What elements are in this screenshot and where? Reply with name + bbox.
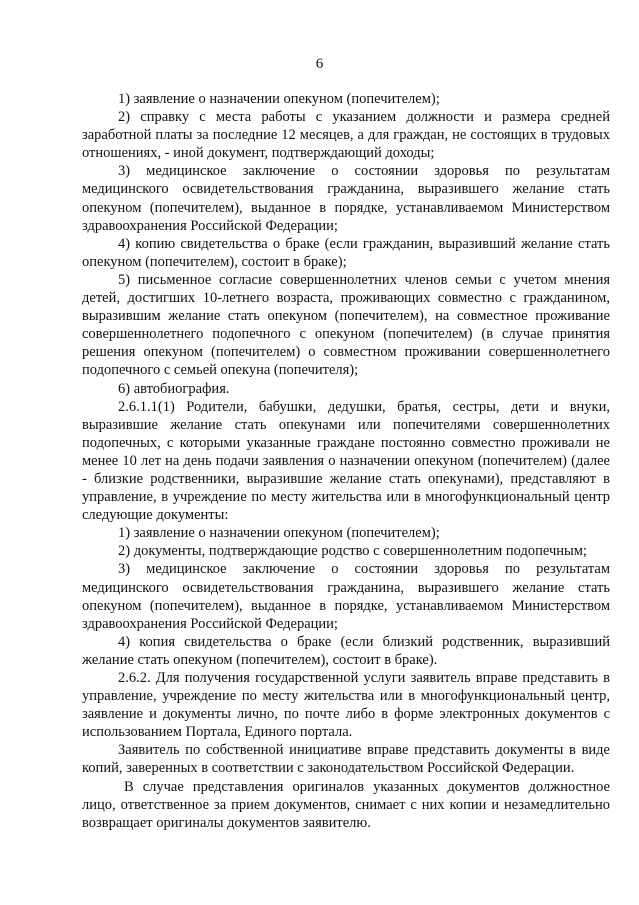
paragraph-item-4: 4) копию свидетельства о браке (если гражданин, выразивший желание стать опекуном (попечителем), состоит в браке); [82,235,610,270]
document-body [82,90,610,832]
paragraph-item-6: 6) автобиография. [118,380,230,397]
paragraph-item-2: 2) справку с места работы с указанием должности и размера средней заработной платы за последние 12 месяцев, а для граждан, не состоящих в трудовых отношениях, - иной документ, подтверждающий доходы; [82,109,610,162]
paragraph-section-2-6-1-1: 2.6.1.1(1) Родители, бабушки, дедушки, братья, сестры, дети и внуки, выразившие желание стать опекунами или попечителями совершеннолетних подопечных, с которыми указанные граждане постоянно совместно проживали не менее 10 лет на день подачи заявления о назначении опекуном (попечителем) (далее - близкие родственники, выразившие желание стать опекунами), представляют в управление, в учреждение по месту жительства или в многофункциональный центр следующие документы: [82,398,610,524]
page-number: 6 [315,56,324,72]
paragraph-initiative: Заявитель по собственной инициативе вправе представить документы в виде копий, заверенных в соответствии с законодательством Российской Федерации. [82,742,610,777]
paragraph-section-2-6-2: 2.6.2. Для получения государственной услуги заявитель вправе представить в управление, учреждение по месту жительства или в многофункциональный центр, заявление и документы лично, по почте либо в форме электронных документов с использованием Портала, Единого портала. [82,670,610,741]
paragraph-item-1: 1) заявление о назначении опекуном (попечителем); [118,91,440,107]
paragraph-subitem-3: 3) медицинское заключение о состоянии здоровья по результатам медицинского освидетельствования гражданина, выразившего желание стать опекуном (попечителем), выданное в порядке, устанавливаемом Министерством здравоохранения Российской Федерации; [82,561,610,632]
paragraph-subitem-4: 4) копия свидетельства о браке (если близкий родственник, выразивший желание стать опекуном (попечителем), состоит в браке). [82,633,610,668]
paragraph-subitem-2: 2) документы, подтверждающие родство с совершеннолетним подопечным; [118,543,587,560]
paragraph-item-5: 5) письменное согласие совершеннолетних членов семьи с учетом мнения детей, достигших 10-летнего возраста, проживающих совместно с гражданином, выразившим желание стать опекуном (попечителем), на совместное проживание совершеннолетнего подопечного с опекуном (попечителем) (в случае принятия решения опекуном (попечителем) о совместном проживании совершеннолетнего подопечного с семьей опекуна (попечителя); [82,271,610,379]
paragraph-subitem-1: 1) заявление о назначении опекуном (попечителем); [118,525,440,542]
paragraph-originals: В случае представления оригиналов указанных документов должностное лицо, ответственное за прием документов, снимает с них копии и незамедлительно возвращает оригиналы документов заявителю. [82,778,610,831]
paragraph-item-3: 3) медицинское заключение о состоянии здоровья по результатам медицинского освидетельствования гражданина, выразившего желание стать опекуном (попечителем), выданное в порядке, устанавливаемом Министерством здравоохранения Российской Федерации; [82,163,610,234]
